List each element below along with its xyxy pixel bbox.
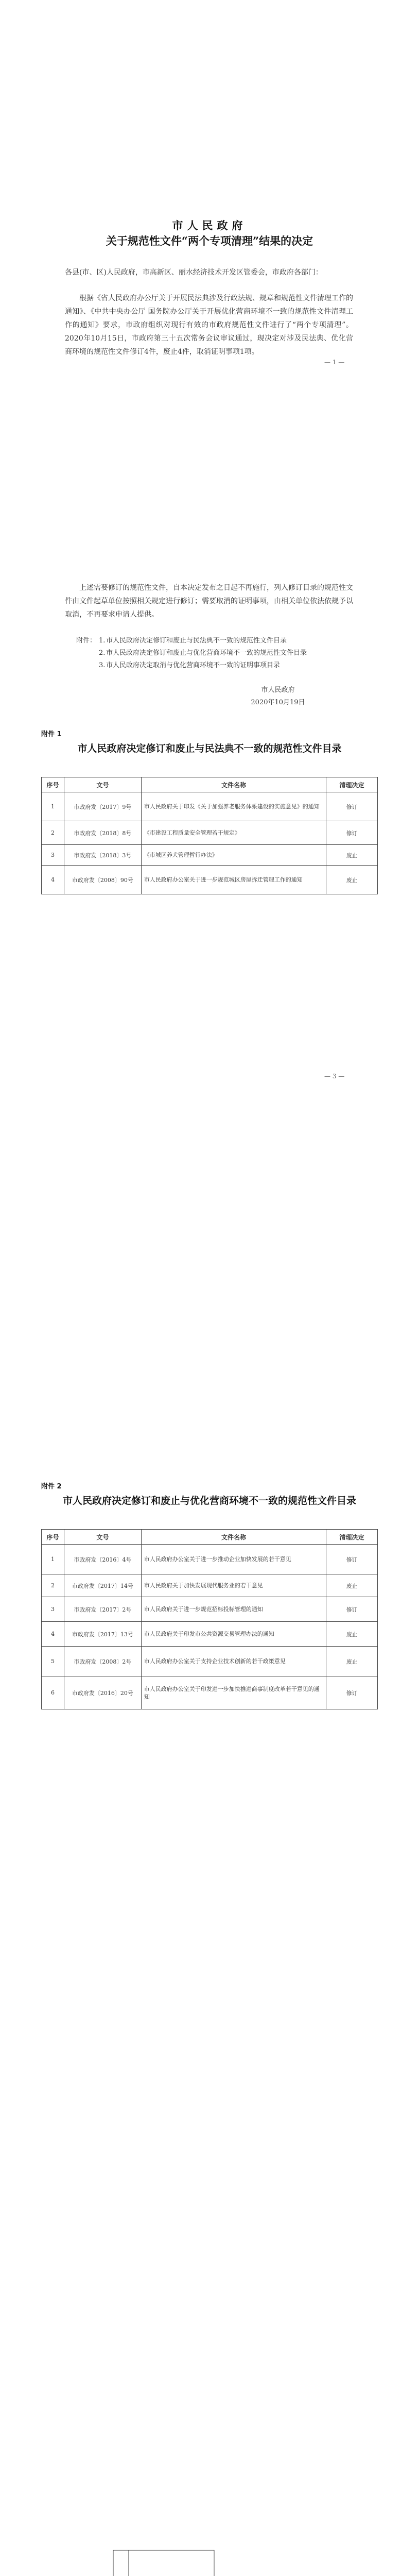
document-title-line2: 关于规范性文件“两个专项清理”结果的决定 — [106, 234, 313, 247]
civil-code-table — [41, 777, 378, 894]
page-attachment-3 — [0, 2179, 419, 2576]
cell-decision: 废止 — [326, 845, 378, 866]
cell-name: 市人民政府关于加快发展现代服务业的若干意见 — [141, 1574, 326, 1597]
document-title-line1: 市人民政府 — [172, 219, 247, 232]
attachment-1: 市人民政府决定修订和废止与民法典不一致的规范性文件目录 — [106, 637, 287, 645]
table-row — [42, 1622, 378, 1647]
table-row — [42, 1647, 378, 1676]
cell-decision: 修订 — [326, 1597, 378, 1622]
table-row — [42, 792, 378, 821]
cell-doc: 市政府发〔2016〕20号 — [64, 1676, 141, 1709]
header-name: 文件名称 — [141, 1530, 326, 1545]
paragraph-2: 上述需要修订的规范性文件，自本决定发布之日起不再施行，列入修订目录的规范性文件由文件起草单位按照相关规定进行修订；需要取消的证明事项，由相关单位依法依规予以取消，不再要求申请人提供。 — [65, 584, 353, 619]
signature-date: 2020年10月19日 — [251, 699, 305, 706]
cell-name: 市人民政府关于进一步规范招标投标管理的通知 — [141, 1597, 326, 1622]
attachment-item: 附件： 1. 市人民政府决定修订和废止与民法典不一致的规范性文件目录 — [76, 635, 354, 647]
cell-doc: 市政府发〔2018〕8号 — [64, 821, 141, 845]
cell-no: 2 — [42, 821, 64, 845]
table-row — [42, 1676, 378, 1709]
cell-doc: 市政府发〔2017〕13号 — [64, 1622, 141, 1647]
table-row — [42, 866, 378, 894]
table-row — [42, 1597, 378, 1622]
paragraph-main — [65, 292, 353, 359]
cell-no: 1 — [42, 792, 64, 821]
cell-no: 1 — [42, 1545, 64, 1574]
cell-doc: 市政府发〔2017〕2号 — [64, 1597, 141, 1622]
business-environment-table — [41, 1529, 378, 1709]
table-title: 市人民政府决定修订和废止与民法典不一致的规范性文件目录 — [77, 743, 342, 754]
table-row — [42, 1545, 378, 1574]
cell-doc: 市政府发〔2018〕3号 — [64, 845, 141, 866]
page-number: — 3 — — [324, 1073, 345, 1080]
cell-decision: 废止 — [326, 1574, 378, 1597]
attachments-label: 附件： — [76, 637, 97, 645]
cell-name: 市人民政府办公室关于支持企业技术创新的若干政策意见 — [141, 1647, 326, 1676]
cell-doc: 市政府发〔2008〕90号 — [64, 866, 141, 894]
cell-doc: 市政府发〔2017〕14号 — [64, 1574, 141, 1597]
cell-no: 3 — [42, 1597, 64, 1622]
cell-decision: 修订 — [326, 821, 378, 845]
cell-name: 市人民政府关于印发《关于加强养老服务体系建设的实施意见》的通知 — [141, 792, 326, 821]
cell-doc: 市政府发〔2008〕2号 — [64, 1647, 141, 1676]
page-number: — 1 — — [324, 359, 345, 366]
cell-name: 《市城区养犬管理暂行办法》 — [141, 845, 326, 866]
attachment-2: 市人民政府决定修订和废止与优化营商环境不一致的规范性文件目录 — [106, 649, 307, 657]
cell-decision: 修订 — [326, 1676, 378, 1709]
cell-decision: 废止 — [326, 1647, 378, 1676]
header-name: 文件名称 — [141, 777, 326, 792]
header-decision: 清理决定 — [326, 1530, 378, 1545]
header-doc: 文号 — [64, 1530, 141, 1545]
page-attachment-2 — [0, 1448, 419, 2179]
page-decision — [0, 0, 419, 716]
attachment-3: 市人民政府决定取消与优化营商环境不一致的证明事项目录 — [106, 662, 281, 669]
cell-decision: 修订 — [326, 1545, 378, 1574]
cell-no: 4 — [42, 866, 64, 894]
header-doc: 文号 — [64, 777, 141, 792]
table-grid — [113, 2550, 214, 2576]
cell-name: 《市建设工程质量安全管理若干规定》 — [141, 821, 326, 845]
cell-name: 市人民政府办公室关于印发进一步加快推进商事制度改革若干意见的通知 — [141, 1676, 326, 1709]
cell-no: 4 — [42, 1622, 64, 1647]
header-no: 序号 — [42, 1530, 64, 1545]
header-decision: 清理决定 — [326, 777, 378, 792]
salutation — [65, 266, 353, 279]
cell-no: 3 — [42, 845, 64, 866]
table-row — [42, 1574, 378, 1597]
cell-name: 市人民政府关于印发市公共资源交易管理办法的通知 — [141, 1622, 326, 1647]
cell-no: 6 — [42, 1676, 64, 1709]
table-header-row — [42, 1530, 378, 1545]
attachment-item: 3. 市人民政府决定取消与优化营商环境不一致的证明事项目录 — [76, 659, 354, 672]
cell-no: 5 — [42, 1647, 64, 1676]
paragraph-secondary — [65, 581, 353, 621]
cell-decision: 修订 — [326, 792, 378, 821]
salutation-text: 各县(市、区)人民政府，市高新区、丽水经济技术开发区管委会，市政府各部门： — [65, 268, 323, 277]
page-attachment-1 — [0, 716, 419, 1448]
cell-decision: 废止 — [326, 1622, 378, 1647]
cell-no: 2 — [42, 1574, 64, 1597]
cell-name: 市人民政府办公室关于进一步推动企业加快发展的若干意见 — [141, 1545, 326, 1574]
signature: 市人民政府 — [261, 686, 295, 694]
attachment-label: 附件 1 — [41, 731, 62, 738]
attachment-item: 2. 市人民政府决定修订和废止与优化营商环境不一致的规范性文件目录 — [76, 647, 354, 659]
table-title: 市人民政府决定修订和废止与优化营商环境不一致的规范性文件目录 — [62, 1495, 356, 1506]
cell-doc: 市政府发〔2016〕4号 — [64, 1545, 141, 1574]
attachment-list — [76, 635, 354, 672]
attachment-label: 附件 2 — [41, 1483, 62, 1490]
table-row — [42, 821, 378, 845]
cell-doc: 市政府发〔2017〕9号 — [64, 792, 141, 821]
cell-decision: 废止 — [326, 866, 378, 894]
table-row — [42, 845, 378, 866]
rotated-table — [0, 2179, 419, 2576]
cell-name: 市人民政府办公室关于进一步规范城区房屋拆迁管理工作的通知 — [141, 866, 326, 894]
table-header-row — [42, 777, 378, 792]
header-no: 序号 — [42, 777, 64, 792]
paragraph-1: 根据《省人民政府办公厅关于开展民法典涉及行政法规、规章和规范性文件清理工作的通知》、《中共中央办公厅 国务院办公厅关于开展优化营商环境不一致的规范性文件清理工作的通知》要求，市政府组织对现行有效的市政府规范性文件进行了“两个专项清理”。2020年10月15日，市政府第三十五次常务会议审议通过，现决定对涉及民法典、优化营商环境的规范性文件修订4件，废止4件，取消证明事项1项。 — [65, 294, 353, 356]
